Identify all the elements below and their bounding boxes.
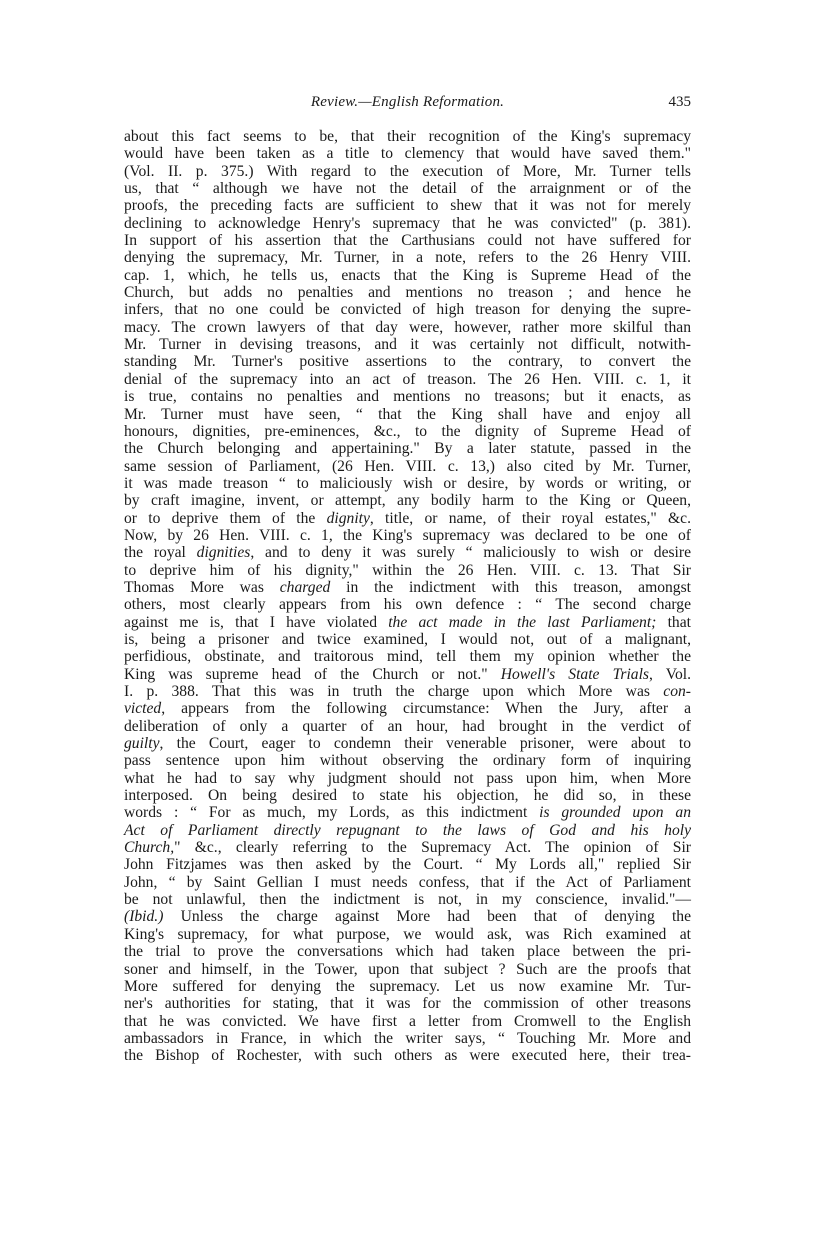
italic-text: dignity	[326, 509, 370, 527]
text-run: (Vol. II. p. 375.) With regard to the execution of More, Mr. Turner tells	[124, 162, 691, 180]
text-line	[124, 1047, 691, 1064]
running-title: Review.—English Reformation.	[310, 94, 505, 110]
text-line	[124, 961, 691, 978]
text-run: I. p. 388. That this was in truth the charge upon which More was	[124, 683, 664, 700]
text-line	[124, 579, 691, 596]
text-run: denying the supremacy, Mr. Turner, in a note, refers to the 26 Henry VIII.	[124, 249, 691, 267]
text-line	[124, 1013, 691, 1030]
book-page	[124, 92, 691, 1065]
italic-text: (Ibid.)	[124, 908, 164, 926]
text-run: standing Mr. Turner's positive assertions to the contrary, to convert the	[124, 353, 691, 371]
text-run: against me is, that I have violated	[124, 613, 389, 631]
text-line	[124, 943, 691, 960]
text-run: Unless the charge against More had been that of denying the	[163, 908, 691, 926]
text-line	[124, 458, 691, 475]
text-line	[124, 978, 691, 995]
text-run: the trial to prove the conversations which had taken place between the pri-	[124, 943, 691, 961]
text-line	[124, 267, 691, 284]
text-line	[124, 371, 691, 388]
italic-text: dignities	[196, 544, 251, 562]
text-line	[124, 527, 691, 544]
text-run: would have been taken as a title to clemency that would have saved them."	[124, 145, 691, 163]
text-run: King was supreme head of the Church or not."	[124, 665, 501, 683]
text-run: in the indictment with this treason, amongst	[330, 578, 692, 596]
text-run: macy. The crown lawyers of that day were, however, rather more skilful than	[124, 318, 691, 336]
text-run: same session of Parliament, (26 Hen. VIII. c. 13,) also cited by Mr. Turner,	[124, 457, 691, 475]
text-run: by craft imagine, invent, or attempt, any bodily harm to the King or Queen,	[124, 492, 691, 510]
text-line	[124, 666, 691, 683]
text-run: Now, by 26 Hen. VIII. c. 1, the King's supremacy was declared to be one of	[124, 526, 691, 544]
text-run: " &c., clearly referring to the Supremacy Act. The opinion of Sir	[174, 839, 691, 857]
text-line	[124, 510, 691, 527]
text-line	[124, 215, 691, 232]
text-line	[124, 631, 691, 648]
text-run: ambassadors in France, in which the writer says, “ Touching Mr. More and	[124, 1029, 691, 1047]
italic-text: guilty	[124, 735, 160, 753]
text-line	[124, 614, 691, 631]
text-run: that	[656, 613, 691, 631]
text-line	[124, 839, 691, 856]
text-line	[124, 752, 691, 769]
text-line	[124, 683, 691, 700]
text-run: the royal	[124, 544, 197, 562]
text-line	[124, 908, 691, 925]
text-line	[124, 319, 691, 336]
italic-text: the act made in the last Parliament;	[388, 613, 657, 631]
text-run: is, being a prisoner and twice examined, I would not, out of a malignant,	[124, 630, 691, 648]
text-run: pass sentence upon him without observing the ordinary form of inquiring	[124, 752, 691, 770]
italic-text: victed	[124, 700, 162, 718]
text-run: is true, contains no penalties and mentions no treasons; but it enacts, as	[124, 388, 691, 406]
text-run: denial of the supremacy into an act of treason. The 26 Hen. VIII. c. 1, it	[124, 370, 691, 388]
text-line	[124, 891, 691, 908]
text-run: cap. 1, which, he tells us, enacts that the King is Supreme Head of the	[124, 266, 691, 284]
body-text	[124, 128, 691, 1065]
text-run: us, that “ although we have not the detail of the arraignment or of the	[124, 180, 691, 198]
text-run: soner and himself, in the Tower, upon that subject ? Such are the proofs that	[124, 960, 691, 978]
italic-text: is grounded upon an	[539, 804, 691, 822]
text-line	[124, 770, 691, 787]
text-run: Mr. Turner in devising treasons, and it was certainly not difficult, notwith-	[124, 336, 691, 354]
text-line	[124, 700, 691, 717]
text-line	[124, 301, 691, 318]
text-line	[124, 180, 691, 197]
text-run: be not unlawful, then the indictment is not, in my conscience, invalid."—	[124, 891, 691, 909]
text-line	[124, 718, 691, 735]
italic-text: Act of Parliament directly repugnant to the laws of God and his holy	[124, 821, 691, 839]
text-run: about this fact seems to be, that their recognition of the King's supremacy	[124, 128, 691, 145]
text-line	[124, 406, 691, 423]
italic-text: charged	[279, 578, 331, 596]
text-line	[124, 475, 691, 492]
text-run: interposed. On being desired to state his objection, he did so, in these	[124, 787, 691, 805]
text-run: perfidious, obstinate, and traitorous mind, tell them my opinion whether the	[124, 648, 691, 666]
text-line	[124, 926, 691, 943]
text-line	[124, 596, 691, 613]
running-head	[124, 92, 691, 116]
text-line	[124, 388, 691, 405]
text-run: declining to acknowledge Henry's supremacy that he was convicted" (p. 381).	[124, 214, 691, 232]
text-line	[124, 232, 691, 249]
text-run: Church, but adds no penalties and mentions no treason ; and hence he	[124, 284, 691, 302]
text-line	[124, 492, 691, 509]
text-run: John, “ by Saint Gellian I must needs confess, that if the Act of Parliament	[124, 873, 691, 891]
text-line	[124, 163, 691, 180]
text-line	[124, 804, 691, 821]
text-line	[124, 648, 691, 665]
text-run: to deprive him of his dignity," within the 26 Hen. VIII. c. 13. That Sir	[124, 561, 691, 579]
page-number: 435	[668, 94, 691, 110]
text-run: Thomas More was	[124, 578, 280, 596]
text-run: , title, or name, of their royal estates," &c.	[369, 509, 691, 527]
text-run: proofs, the preceding facts are sufficient to shew that it was not for merely	[124, 197, 691, 215]
text-run: others, most clearly appears from his own defence : “ The second charge	[124, 596, 691, 614]
text-run: Mr. Turner must have seen, “ that the King shall have and enjoy all	[124, 405, 691, 423]
text-run: the Bishop of Rochester, with such others as were executed here, their trea-	[124, 1047, 691, 1065]
italic-text: Church,	[124, 839, 175, 857]
text-run: or to deprive them of the	[124, 509, 327, 527]
text-line	[124, 353, 691, 370]
text-run: , Vol.	[649, 665, 691, 683]
text-line	[124, 284, 691, 301]
text-run: that he was convicted. We have first a letter from Cromwell to the English	[124, 1012, 691, 1030]
text-run: it was made treason “ to maliciously wish or desire, by words or writing, or	[124, 474, 691, 492]
text-run: , the Court, eager to condemn their venerable prisoner, were about to	[159, 735, 691, 753]
text-line	[124, 1030, 691, 1047]
text-run: words : “ For as much, my Lords, as this indictment	[124, 804, 540, 822]
text-line	[124, 874, 691, 891]
text-line	[124, 423, 691, 440]
text-run: John Fitzjames was then asked by the Court. “ My Lords all," replied Sir	[124, 856, 691, 874]
text-line	[124, 197, 691, 214]
text-line	[124, 995, 691, 1012]
text-run: infers, that no one could be convicted of high treason for denying the supre-	[124, 301, 691, 319]
text-run: ner's authorities for stating, that it was for the commission of other treasons	[124, 995, 691, 1013]
text-run: King's supremacy, for what purpose, we would ask, was Rich examined at	[124, 925, 691, 943]
text-line	[124, 856, 691, 873]
text-line	[124, 562, 691, 579]
text-line	[124, 735, 691, 752]
text-run: More suffered for denying the supremacy. Let us now examine Mr. Tur-	[124, 977, 691, 995]
text-line	[124, 544, 691, 561]
text-run: the Church belonging and appertaining." By a later statute, passed in the	[124, 440, 691, 458]
italic-text: Howell's State Trials	[500, 665, 649, 683]
text-line	[124, 249, 691, 266]
text-line	[124, 822, 691, 839]
text-line	[124, 787, 691, 804]
text-run: deliberation of only a quarter of an hour, had brought in the verdict of	[124, 717, 691, 735]
text-run: , appears from the following circumstance: When the Jury, after a	[161, 700, 691, 718]
text-line	[124, 336, 691, 353]
text-run: what he had to say why judgment should not pass upon him, when More	[124, 769, 691, 787]
text-run: , and to deny it was surely “ maliciously to wish or desire	[250, 544, 691, 562]
text-line	[124, 145, 691, 162]
text-line	[124, 440, 691, 457]
text-line	[124, 128, 691, 145]
italic-text: con-	[663, 683, 691, 700]
text-run: In support of his assertion that the Carthusians could not have suffered for	[124, 232, 691, 250]
text-run: honours, dignities, pre-eminences, &c., to the dignity of Supreme Head of	[124, 422, 691, 440]
